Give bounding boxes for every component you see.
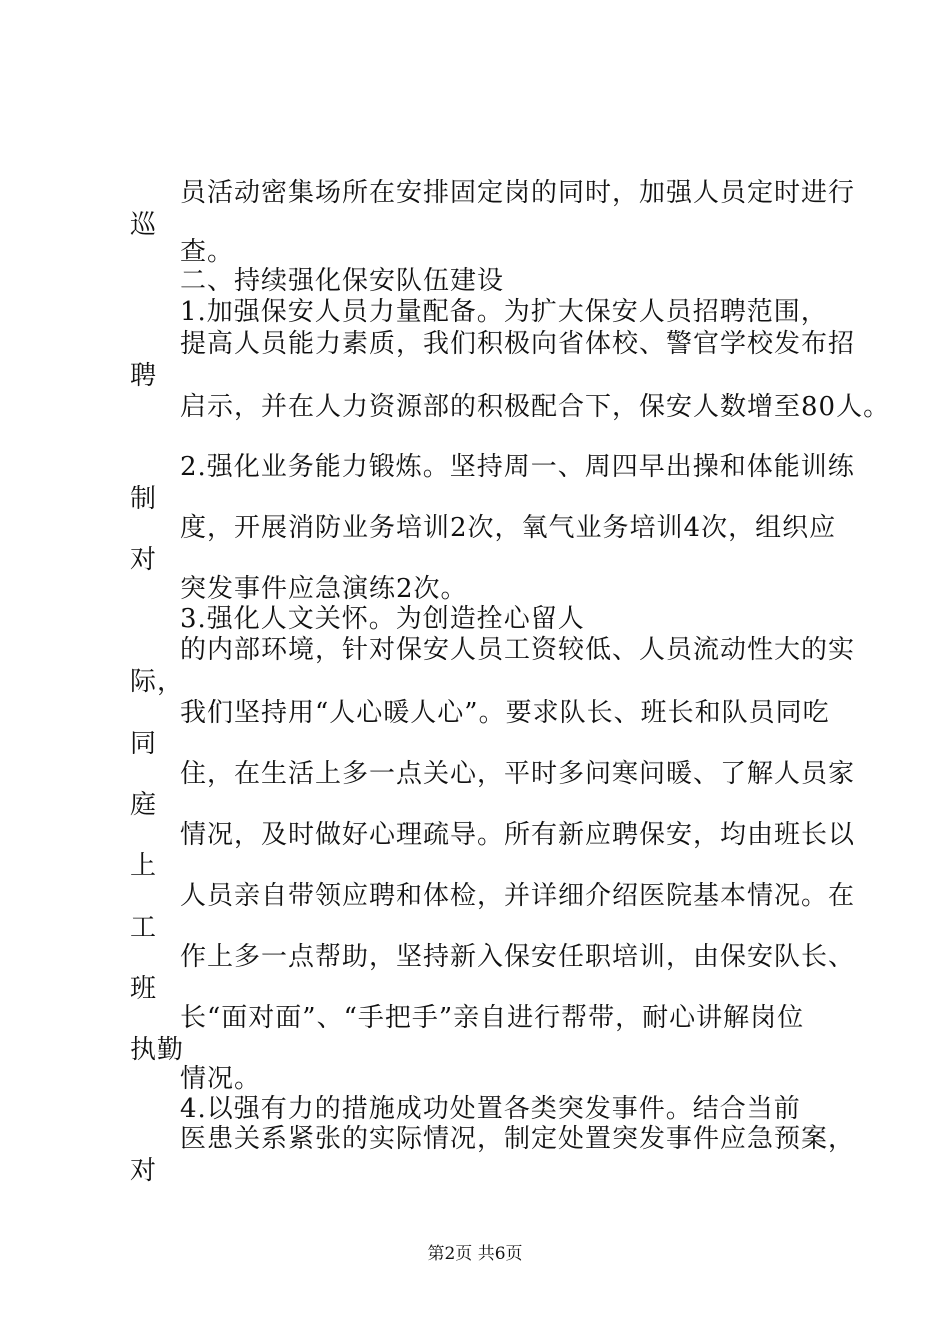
body-line: 工 [130,913,158,943]
body-line: 庭 [130,790,158,820]
body-line: 3.强化人文关怀。为创造拴心留人 [180,604,585,634]
body-line: 长“面对面”、“手把手”亲自进行帮带，耐心讲解岗位 [180,1003,805,1033]
body-line: 医患关系紧张的实际情况，制定处置突发事件应急预案， [180,1124,856,1154]
body-line: 作上多一点帮助，坚持新入保安任职培训，由保安队长、 [180,942,856,972]
body-line: 员活动密集场所在安排固定岗的同时，加强人员定时进行 [180,178,856,208]
body-line: 突发事件应急演练2次。 [180,574,468,604]
body-line: 1.加强保安人员力量配备。为扩大保安人员招聘范围， [180,297,828,327]
body-line: 住，在生活上多一点关心，平时多问寒问暖、了解人员家 [180,759,856,789]
body-line: 班 [130,974,158,1004]
body-line: 提高人员能力素质，我们积极向省体校、警官学校发布招 [180,329,856,359]
body-line: 执勤 [130,1035,185,1065]
body-line: 制 [130,484,158,514]
body-line: 4.以强有力的措施成功处置各类突发事件。结合当前 [180,1094,801,1124]
body-line: 我们坚持用“人心暖人心”。要求队长、班长和队员同吃 [180,698,830,728]
section-heading: 二、持续强化保安队伍建设 [180,266,505,296]
body-line: 度，开展消防业务培训2次，氧气业务培训4次，组织应 [180,513,837,543]
body-line: 情况，及时做好心理疏导。所有新应聘保安，均由班长以 [180,820,856,850]
body-line: 的内部环境，针对保安人员工资较低、人员流动性大的实 [180,635,856,665]
body-line: 聘 [130,361,158,391]
body-line: 上 [130,851,158,881]
body-line: 巡 [130,210,158,240]
body-line: 际， [130,667,185,697]
body-line: 对 [130,545,158,575]
body-line: 同 [130,729,158,759]
page-footer: 第2页 共6页 [427,1244,523,1264]
body-line: 情况。 [180,1064,262,1094]
body-line: 对 [130,1156,158,1186]
body-line: 2.强化业务能力锻炼。坚持周一、周四早出操和体能训练 [180,452,855,482]
body-line: 人员亲自带领应聘和体检，并详细介绍医院基本情况。在 [180,881,856,911]
body-line: 查。 [180,237,235,267]
body-line: 启示，并在人力资源部的积极配合下，保安人数增至80人。 [180,392,891,422]
